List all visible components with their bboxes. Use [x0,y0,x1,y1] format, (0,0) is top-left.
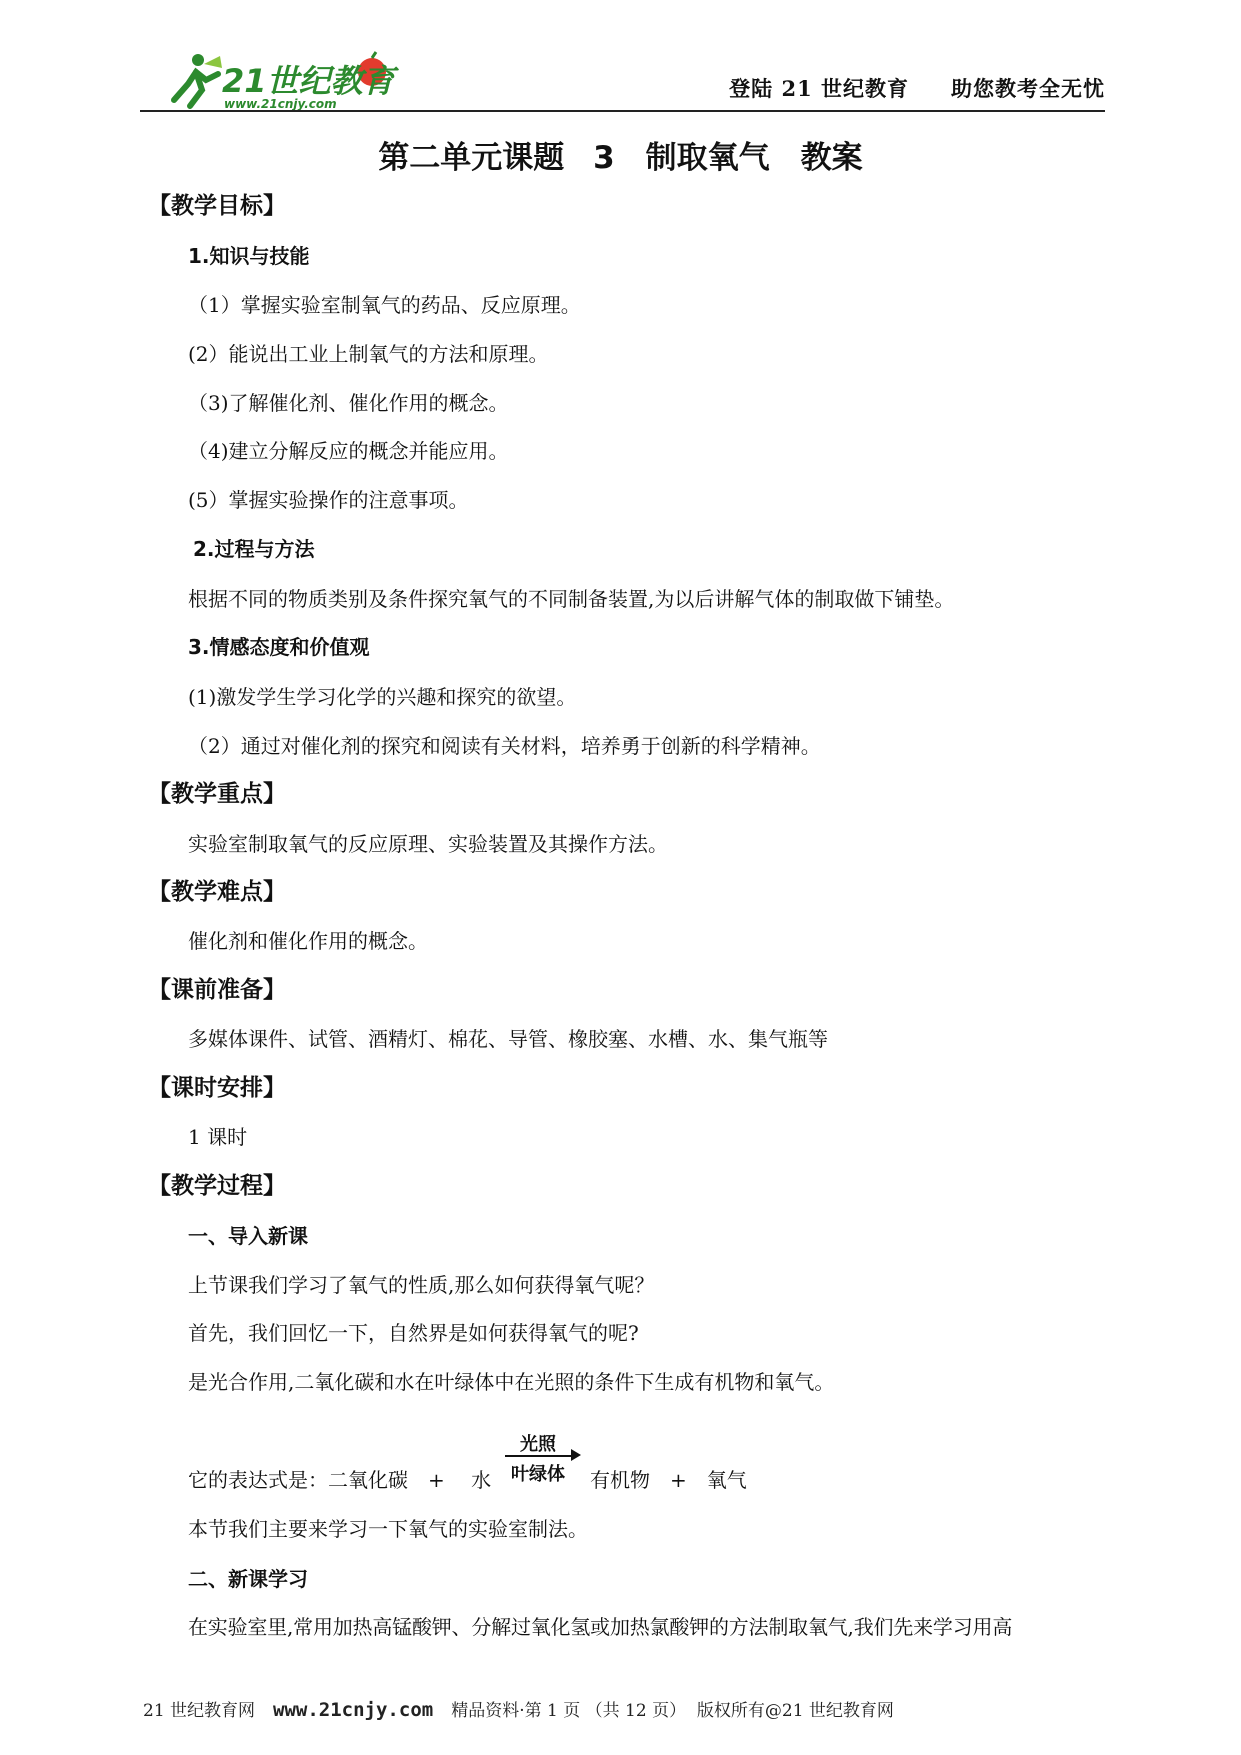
footer-copyright: 版权所有@21 世纪教育网 [696,1701,894,1721]
section-heading: 【课时安排】 [148,1075,286,1101]
section-heading: 【教学难点】 [148,879,286,905]
logo-url: www.21cnjy.com [224,97,337,110]
subsection-heading: 一、导入新课 [188,1224,308,1248]
body-text: 是光合作用,二氧化碳和水在叶绿体中在光照的条件下生成有机物和氧气。 [188,1370,835,1394]
section-heading: 【教学过程】 [148,1173,286,1199]
brand-logo [160,50,400,110]
footer-site-link[interactable]: www.21cnjy.com [273,1699,434,1721]
reaction-arrow [503,1430,581,1490]
page-header [140,40,1105,112]
body-text: (5）掌握实验操作的注意事项。 [188,488,469,512]
body-text: （1）掌握实验室制氧气的药品、反应原理。 [188,293,581,317]
section-heading: 【教学重点】 [148,781,286,807]
arrow-condition-below: 叶绿体 [511,1464,565,1485]
slogan-left: 登陆 21 世纪教育 [729,76,909,101]
subsection-heading: 二、新课学习 [188,1567,308,1591]
body-text: 在实验室里,常用加热高锰酸钾、分解过氧化氢或加热氯酸钾的方法制取氧气,我们先来学习用高 [188,1615,1013,1639]
page-footer [143,1696,894,1721]
body-text: 本节我们主要来学习一下氧气的实验室制法。 [188,1517,588,1541]
subsection-heading: 3.情感态度和价值观 [188,635,370,659]
body-text: 实验室制取氧气的反应原理、实验装置及其操作方法。 [188,832,668,856]
body-text: 根据不同的物质类别及条件探究氧气的不同制备装置,为以后讲解气体的制取做下铺垫。 [188,587,955,611]
body-text: 催化剂和催化作用的概念。 [188,929,428,953]
section-heading: 【教学目标】 [148,193,286,219]
body-text: 上节课我们学习了氧气的性质,那么如何获得氧气呢？ [188,1273,655,1297]
body-text: (2）能说出工业上制氧气的方法和原理。 [188,342,549,366]
body-text: (1)激发学生学习化学的兴趣和探究的欲望。 [188,685,577,709]
slogan-right: 助您教考全无忧 [951,76,1105,101]
section-heading: 【课前准备】 [148,977,286,1003]
body-text: 1 课时 [188,1125,248,1149]
logo-text: 21世纪教育 [222,62,395,100]
document-title: 第二单元课题 3 制取氧气 教案 [378,140,863,176]
footer-page-info: 精品资料·第 1 页 （共 12 页） [451,1701,687,1721]
subsection-heading: 1.知识与技能 [188,244,310,268]
body-text: 多媒体课件、试管、酒精灯、棉花、导管、橡胶塞、水槽、水、集气瓶等 [188,1027,828,1051]
body-text: （2）通过对催化剂的探究和阅读有关材料，培养勇于创新的科学精神。 [188,734,821,758]
equation-right: 有机物 + 氧气 [590,1468,747,1492]
arrow-condition-above: 光照 [520,1434,556,1455]
arrow-line [505,1455,575,1457]
equation-left: 它的表达式是：二氧化碳 + 水 [188,1468,492,1492]
footer-left: 21 世纪教育网 [143,1701,256,1721]
logo-graphic [160,50,400,110]
body-text: （4)建立分解反应的概念并能应用。 [188,439,509,463]
body-text: 首先，我们回忆一下，自然界是如何获得氧气的呢? [188,1321,639,1345]
header-divider [140,110,1105,112]
header-slogan [687,73,1105,103]
body-text: （3)了解催化剂、催化作用的概念。 [188,391,509,415]
subsection-heading: 2.过程与方法 [193,537,315,561]
